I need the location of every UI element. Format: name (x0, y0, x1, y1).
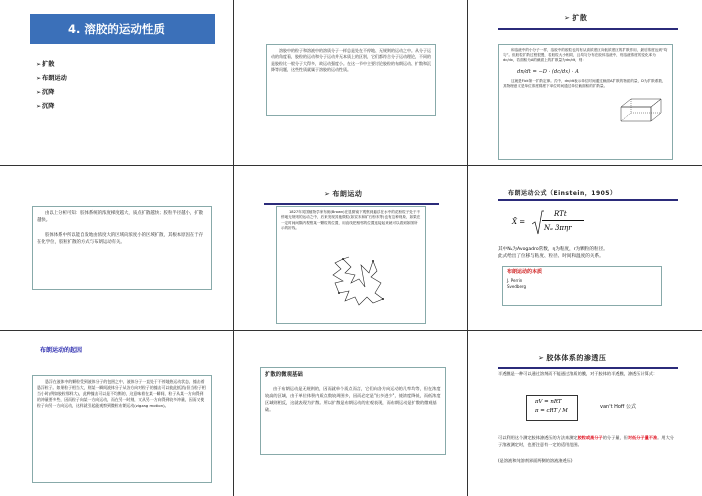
arrow-bullet-icon: ➢ (538, 354, 545, 362)
slide-title: ➢ 胶体体系的渗透压 (538, 354, 607, 362)
arrow-bullet-icon: ➢ (36, 75, 42, 82)
fick-formula: dn/dt = −D · (dc/dx) · A (517, 68, 579, 75)
slide-title: ➢ 扩散 (564, 14, 588, 22)
slide-9[interactable] (468, 331, 702, 496)
slide-2[interactable] (234, 0, 467, 165)
list-item: ➢布朗运动 (36, 75, 67, 82)
formula-label: van't Hoff 公式 (600, 404, 636, 410)
paragraph: 悬浮在液体中的颗粒受到液体分子的包围之中，液体分子一直处于不停地热运动状态，撞击着悬浮粒子。如果粒子相当大，则某一瞬间液体分子从各方向对粒子的撞击可以彼此抵消(但当粒子相当小时(例如胶粒那样大)，此种撞击可以是不均衡的，这意味着在某一瞬间，粒子从某一方向得到的冲量要多些，因而粒子向某一方向运动，而在另一时刻，又从另一方向得到较多冲量，因而又使粒子向另一方向运动，这样就引起能观察到微粒布朗运动(zigzag motion)。 (37, 379, 206, 409)
arrow-bullet-icon: ➢ (564, 14, 571, 22)
text-box (276, 206, 426, 324)
brownian-path-figure (321, 253, 401, 315)
paragraph: 这就是Fick第一扩散定律。式中，dn/dt表示单位时间通过截面A扩散的物质的量，D为扩散系数，其物理意义是单位浓度梯度下单位时间通过单位截面积的扩散量。 (503, 78, 666, 89)
text-box (32, 375, 212, 483)
title-underline (498, 199, 678, 201)
title-underline (264, 203, 439, 205)
arrow-bullet-icon: ➢ (36, 103, 42, 110)
list-item: ➢扩散 (36, 61, 55, 68)
paragraph: 由于布朗运动是无规则的，因而就单个质点而言，它们向各方向运动的几率均等，但在浓度较高的区域，由于单位体积内质点数较周围多，因而必定是"出多进少"，使浓度降低，而低浓度区域则相反，这就表现为扩散。所以扩散是布朗运动的宏观表现，而布朗运动是扩散的微观基础。 (265, 386, 441, 412)
slide-5[interactable] (234, 166, 467, 330)
title-underline (498, 28, 678, 30)
callout-title: 布朗运动的本质 (507, 269, 543, 275)
paragraph: 溶胶中的粒子和溶液中的溶质分子一样总是处在不停地、无规则的运动之中。从分子运动的角度看，胶粒的运动和分子运动并无本质上的区别，它们都符合分子运动理论，不同的是胶粒比一般分子大得多，故运动强度小。在这一节中主要讨论胶粒的布朗运动、扩散和沉降等问题，这些性质就属于溶胶的运动性质。 (271, 48, 431, 73)
slide-1[interactable] (0, 0, 233, 165)
formula: π = cRT / M (535, 408, 568, 414)
callout-box (502, 266, 662, 306)
text-box (266, 44, 436, 116)
text-box (260, 367, 446, 455)
formula-box (526, 395, 578, 421)
list-item: ➢沉降 (36, 89, 55, 96)
slide-3[interactable] (468, 0, 702, 165)
paragraph: 半透膜是一种可以通过溶剂而不能通过溶质的膜，对于胶体的半透膜，渗透压计算式： (498, 371, 658, 376)
text-box (498, 44, 673, 160)
formula: πV = nRT (535, 399, 562, 405)
formula-explanation: 此式给出了位移与粘度、粒径、时间和温度的关系。 (498, 254, 604, 259)
list-item: ➢沉降 (36, 103, 55, 110)
slide-8[interactable] (234, 331, 467, 496)
topic-list (36, 58, 67, 114)
slide-4[interactable] (0, 166, 233, 330)
slide-title: 4. 溶胶的运动性质 (68, 22, 165, 36)
arrow-bullet-icon: ➢ (324, 190, 331, 198)
paragraph: 1827年英国植物学家布朗(Brown)在显微镜下观察到悬浮在水中的花粉粒子处于不停地无规则的运动之中，后来发现其他微粒(如炭末和矿石粉末等)也有这种现象，如果在一定时间间隔内观察某一颗粒的位置，用直线把相邻的位置连接起来就可以看到如图所示的折线。 (281, 210, 421, 231)
footnote: (是溶液和纯溶剂界面两侧的溶液渗透压) (498, 458, 573, 463)
slide-7[interactable] (0, 331, 233, 496)
text-box (32, 206, 212, 290)
arrow-bullet-icon: ➢ (36, 89, 42, 96)
list-item: Svedberg (507, 284, 527, 290)
sqrt-sign (532, 210, 544, 236)
title-underline (498, 367, 678, 369)
paragraph: 由以上分析可知：胶体系统的浓度梯度越大，质点扩散越快；胶粒半径越小，扩散越快。 (37, 211, 204, 223)
arrow-bullet-icon: ➢ (36, 61, 42, 68)
paragraph: 胶体体系中所以能自发地由浓度大的区域向浓度小的区域扩散，其根本原因在于存在化学位，胶粒扩散的方式与布朗运动有关。 (37, 233, 204, 245)
slide-title: ➢ 布朗运动 (324, 190, 363, 198)
list-item: J. Perrin (507, 278, 523, 284)
slide-title: 布朗运动的起因 (40, 347, 83, 354)
paragraph: 和溶液中的小分子一样，溶胶中的胶粒也具有从高浓度区向低浓度区的扩散作用，最后浓度达到“均匀”。但胶粒扩散过程很慢，若胶粒大小相同，且均匀分布在胶体溶液中，则溶液浓度的变化率为dc/dx，若面积为A的截面上的扩散量为dn/dt，则： (503, 48, 668, 63)
slide-title: 布朗运动公式（Einstein，1905） (508, 190, 617, 197)
box-title: 扩散的微观基础 (265, 372, 303, 378)
diffusion-diagram (617, 97, 667, 123)
paragraph: 可以利用这个测定胶体渗透压的方法来测定胶粒或高分子的分子量，但对低分子量不准。用大分子溶液测定时，也要注意有一定的适用范围。 (498, 435, 674, 447)
slide-6[interactable]: 布朗运动公式（Einstein，1905） X̄ = RTt Nₐ 3πηr 其中Nₐ为Avogadro常数，η为粘度，r为颗粒的粒径。 此式给出了位移与粘度、粒径、时间和温度的关系。 布朗运动的本质 J. Perrin Svedberg (468, 166, 702, 330)
formula-explanation: 其中Nₐ为Avogadro常数，η为粘度，r为颗粒的粒径。 (498, 247, 608, 252)
